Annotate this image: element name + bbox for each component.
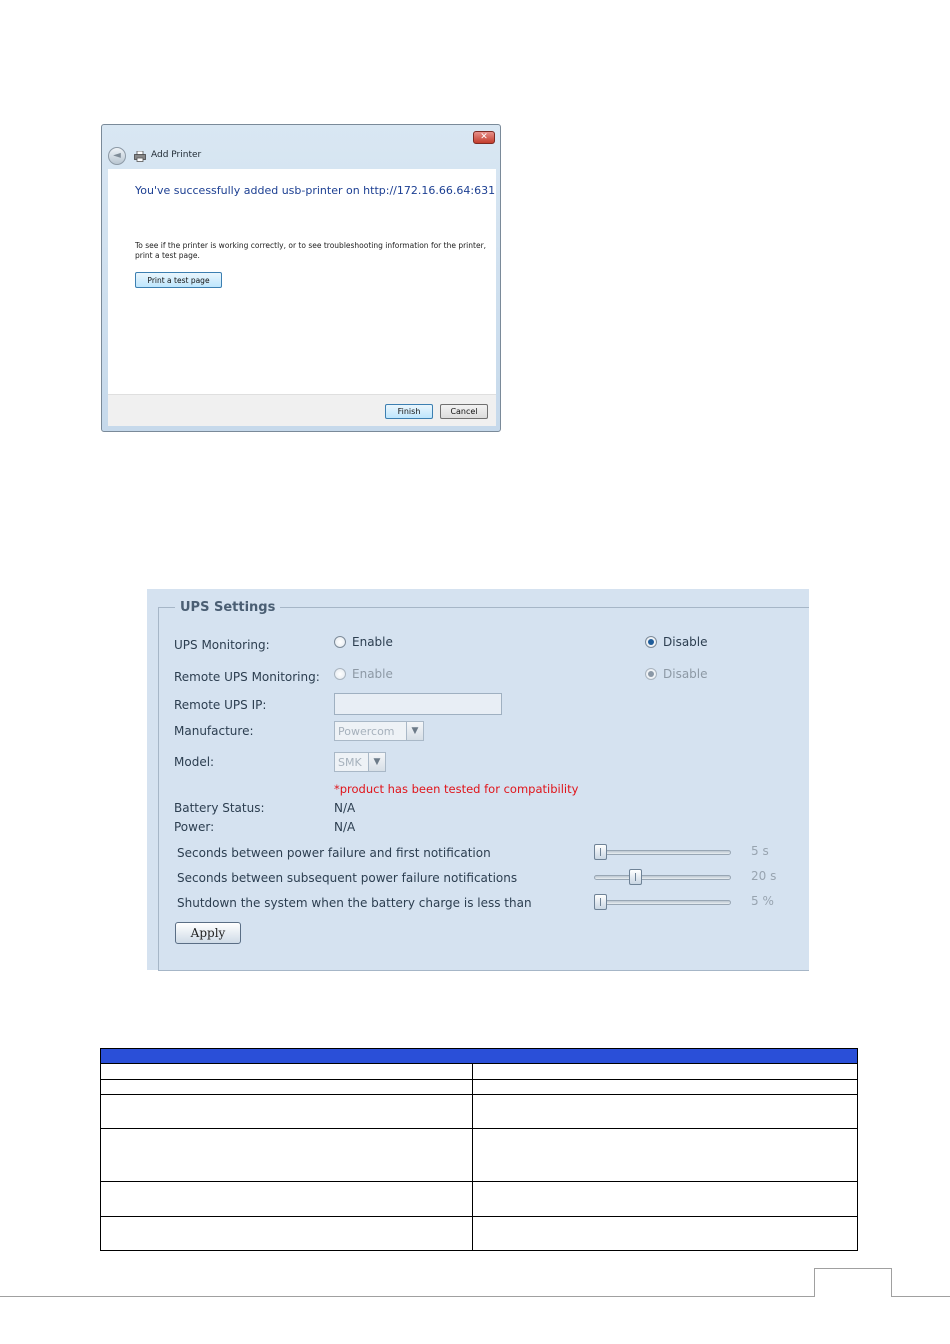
compatibility-note: *product has been tested for compatibility: [334, 782, 579, 796]
model-label: Model:: [174, 755, 215, 769]
dialog-footer: [108, 394, 496, 426]
dialog-content: [108, 169, 496, 394]
shutdown-threshold-label: Shutdown the system when the battery charge is less than: [177, 896, 532, 910]
ups-monitoring-enable-radio[interactable]: [334, 636, 346, 648]
printer-icon: [134, 151, 146, 162]
table-cell: [101, 1217, 473, 1251]
battery-status-value: N/A: [334, 801, 356, 815]
table-cell: [473, 1080, 858, 1095]
manufacture-select[interactable]: [334, 721, 424, 741]
chevron-down-icon[interactable]: ▼: [368, 753, 385, 771]
shutdown-threshold-slider-thumb[interactable]: [594, 894, 607, 910]
table-cell: [101, 1182, 473, 1217]
battery-status-label: Battery Status:: [174, 801, 265, 815]
table-header-cell: [101, 1049, 858, 1064]
table-cell: [473, 1182, 858, 1217]
apply-button[interactable]: Apply: [175, 922, 241, 944]
table-cell: [473, 1129, 858, 1182]
table-row: [101, 1064, 858, 1080]
table-row: [101, 1182, 858, 1217]
shutdown-threshold-slider[interactable]: [594, 900, 731, 905]
model-select[interactable]: [334, 752, 386, 772]
close-icon[interactable]: ✕: [473, 131, 495, 144]
back-arrow-icon[interactable]: ◄: [108, 147, 126, 165]
manufacture-select-value: Powercom: [338, 725, 395, 738]
remote-monitoring-enable-label: Enable: [352, 667, 393, 681]
power-value: N/A: [334, 820, 356, 834]
manufacture-label: Manufacture:: [174, 724, 254, 738]
dialog-title: Add Printer: [151, 150, 202, 160]
subsequent-notification-label: Seconds between subsequent power failure notifications: [177, 871, 518, 885]
ups-monitoring-disable-radio[interactable]: [645, 636, 657, 648]
remote-monitoring-disable-label: Disable: [663, 667, 708, 681]
remote-monitoring-disable-radio[interactable]: [645, 668, 657, 680]
table-cell: [473, 1095, 858, 1129]
remote-ups-monitoring-label: Remote UPS Monitoring:: [174, 670, 320, 684]
model-select-value: SMK: [338, 756, 362, 769]
table-cell: [473, 1064, 858, 1080]
finish-button[interactable]: Finish: [385, 404, 433, 419]
first-notification-value: 5 s: [751, 844, 769, 858]
table-row: [101, 1129, 858, 1182]
add-printer-dialog: [101, 124, 501, 432]
chevron-down-icon[interactable]: ▼: [406, 722, 423, 740]
ups-settings-legend: UPS Settings: [175, 600, 280, 615]
instructions-text: To see if the printer is working correctly, or to see troubleshooting information for the printer, print a test page.: [135, 241, 487, 260]
table-cell: [473, 1217, 858, 1251]
print-test-page-button[interactable]: Print a test page: [135, 272, 222, 288]
ups-monitoring-enable-label: Enable: [352, 635, 393, 649]
settings-table: [100, 1048, 858, 1251]
table-cell: [101, 1080, 473, 1095]
ups-monitoring-label: UPS Monitoring:: [174, 638, 270, 652]
first-notification-slider-thumb[interactable]: [594, 844, 607, 860]
remote-monitoring-enable-radio[interactable]: [334, 668, 346, 680]
remote-ups-ip-input[interactable]: [334, 693, 502, 715]
table-cell: [101, 1095, 473, 1129]
table-cell: [101, 1129, 473, 1182]
table-header-row: [101, 1049, 858, 1064]
footer-rule-left: [0, 1296, 814, 1297]
subsequent-notification-value: 20 s: [751, 869, 777, 883]
table-row: [101, 1080, 858, 1095]
table-row: [101, 1217, 858, 1251]
table-row: [101, 1095, 858, 1129]
ups-monitoring-disable-label: Disable: [663, 635, 708, 649]
first-notification-label: Seconds between power failure and first notification: [177, 846, 491, 860]
remote-ups-ip-label: Remote UPS IP:: [174, 698, 267, 712]
table-cell: [101, 1064, 473, 1080]
footer-rule-right: [892, 1296, 950, 1297]
page-number-box: [814, 1268, 892, 1297]
first-notification-slider[interactable]: [594, 850, 731, 855]
success-headline: You've successfully added usb-printer on http://172.16.66.64:631: [135, 184, 496, 197]
power-label: Power:: [174, 820, 215, 834]
ups-settings-panel: [147, 589, 809, 970]
cancel-button[interactable]: Cancel: [440, 404, 488, 419]
subsequent-notification-slider-thumb[interactable]: [629, 869, 642, 885]
shutdown-threshold-value: 5 %: [751, 894, 774, 908]
subsequent-notification-slider[interactable]: [594, 875, 731, 880]
